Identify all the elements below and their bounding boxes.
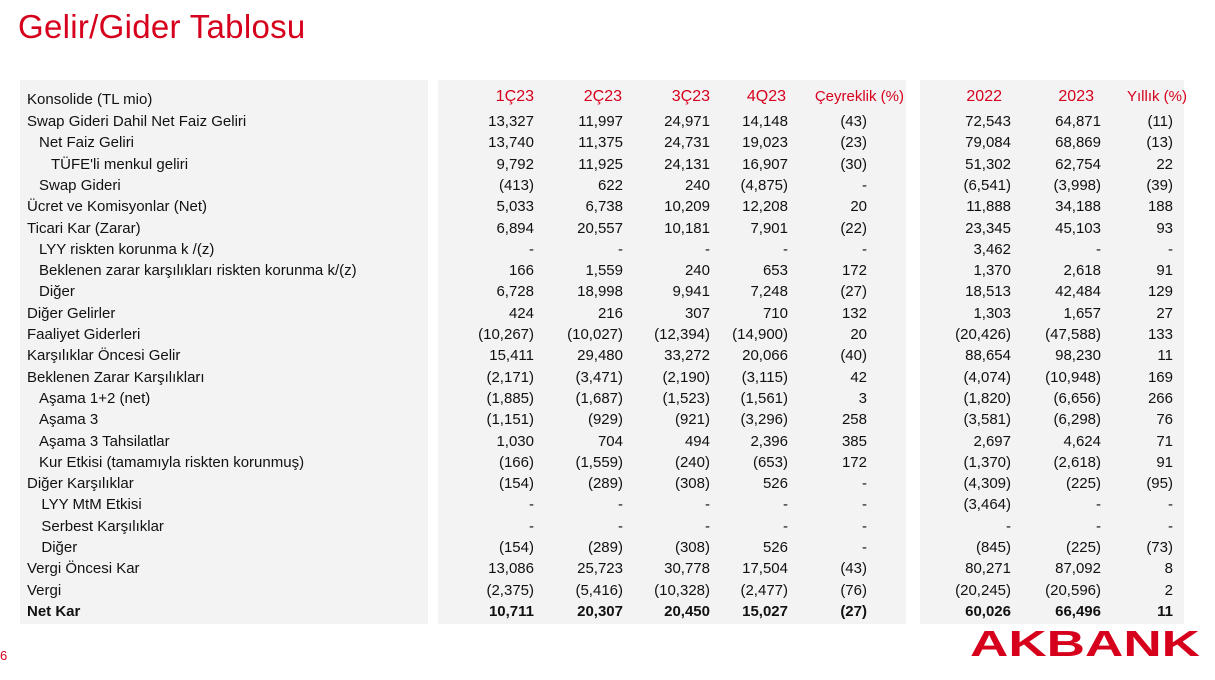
table-cell: 1,657 bbox=[1063, 304, 1101, 322]
table-cell: 11,925 bbox=[578, 155, 623, 173]
table-cell: 17,504 bbox=[742, 560, 788, 578]
table-cell: 169 bbox=[1147, 368, 1173, 386]
table-cell: (225) bbox=[1065, 539, 1101, 556]
table-cell: - bbox=[1168, 496, 1173, 514]
table-cell: (73) bbox=[1146, 539, 1173, 556]
table-cell: - bbox=[783, 496, 788, 514]
column-header: 2Ç23 bbox=[583, 88, 622, 105]
table-cell: 24,971 bbox=[664, 113, 710, 130]
table-cell: 8 bbox=[1164, 560, 1173, 578]
table-cell: - bbox=[705, 496, 710, 514]
table-cell: 87,092 bbox=[1055, 560, 1101, 578]
table-cell: 10,711 bbox=[488, 602, 534, 620]
row-label: Ücret ve Komisyonlar (Net) bbox=[27, 198, 208, 216]
table-cell: (3,115) bbox=[741, 368, 788, 386]
table-cell: (929) bbox=[587, 411, 623, 429]
table-cell: 91 bbox=[1156, 262, 1173, 280]
table-cell: (10,328) bbox=[654, 581, 710, 599]
row-label: Beklenen zarar karşılıkları riskten korunma k/(z) bbox=[39, 262, 357, 280]
table-cell: 24,731 bbox=[664, 134, 710, 152]
table-cell: 7,901 bbox=[750, 219, 788, 237]
column-header: 2022 bbox=[966, 88, 1002, 105]
table-cell: 1,559 bbox=[585, 262, 623, 280]
table-cell: 11,997 bbox=[578, 113, 623, 130]
table-cell: (6,541) bbox=[963, 176, 1011, 194]
row-label: Diğer Karşılıklar bbox=[27, 475, 134, 493]
table-cell: (3,296) bbox=[740, 411, 788, 429]
table-cell: 622 bbox=[597, 176, 623, 194]
row-label: LYY MtM Etkisi bbox=[41, 496, 142, 514]
table-cell: (1,523) bbox=[662, 389, 710, 407]
table-cell: 240 bbox=[684, 262, 710, 280]
row-label: Swap Gideri Dahil Net Faiz Geliri bbox=[27, 113, 247, 130]
table-cell: 20 bbox=[850, 326, 867, 343]
table-cell: (2,477) bbox=[740, 581, 788, 599]
table-cell: 34,188 bbox=[1055, 198, 1101, 216]
table-header-label: Konsolide (TL mio) bbox=[27, 91, 153, 108]
row-label: Beklenen Zarar Karşılıkları bbox=[27, 368, 205, 386]
table-cell: - bbox=[705, 517, 710, 535]
table-cell: - bbox=[1168, 240, 1173, 258]
table-cell: (6,656) bbox=[1053, 389, 1101, 407]
table-cell: 62,754 bbox=[1055, 155, 1101, 173]
table-cell: 29,480 bbox=[577, 347, 623, 365]
table-cell: 4,624 bbox=[1063, 432, 1101, 450]
table-cell: - bbox=[1168, 517, 1173, 535]
table-cell: (40) bbox=[840, 347, 867, 365]
row-label: Swap Gideri bbox=[39, 176, 121, 194]
table-cell: (4,875) bbox=[740, 176, 788, 194]
table-cell: 133 bbox=[1147, 326, 1173, 343]
table-cell: (14,900) bbox=[732, 326, 788, 343]
table-cell: 6,738 bbox=[585, 198, 623, 216]
table-cell: 23,345 bbox=[965, 219, 1011, 237]
table-cell: (20,426) bbox=[955, 326, 1011, 343]
table-cell: 14,148 bbox=[742, 113, 788, 130]
column-header: Yıllık (%) bbox=[1127, 88, 1187, 105]
table-cell: - bbox=[618, 517, 623, 535]
table-cell: 10,181 bbox=[664, 219, 710, 237]
column-header: 4Q23 bbox=[746, 88, 786, 105]
column-header: 3Ç23 bbox=[671, 88, 710, 105]
table-cell: 526 bbox=[762, 539, 788, 556]
table-cell: 10,209 bbox=[664, 198, 710, 216]
table-cell: 25,723 bbox=[577, 560, 623, 578]
table-cell: (23) bbox=[840, 134, 867, 152]
table-cell: - bbox=[529, 517, 534, 535]
table-cell: 79,084 bbox=[965, 134, 1011, 152]
table-cell: 424 bbox=[508, 304, 534, 322]
table-cell: (308) bbox=[674, 475, 710, 493]
table-cell: (6,298) bbox=[1053, 411, 1101, 429]
table-cell: 12,208 bbox=[742, 198, 788, 216]
row-label: Aşama 3 bbox=[39, 411, 99, 429]
row-label: Ticari Kar (Zarar) bbox=[27, 219, 141, 237]
table-cell: 132 bbox=[841, 304, 867, 322]
column-header: Çeyreklik (%) bbox=[814, 88, 904, 105]
table-cell: - bbox=[1096, 517, 1101, 535]
table-cell: (3,581) bbox=[963, 411, 1011, 429]
table-cell: (4,074) bbox=[963, 368, 1011, 386]
table-cell: 6,728 bbox=[496, 283, 534, 301]
table-cell: (20,245) bbox=[955, 581, 1011, 599]
table-cell: 9,792 bbox=[496, 155, 534, 173]
table-cell: - bbox=[705, 240, 710, 258]
table-cell: (27) bbox=[840, 283, 867, 301]
years-panel bbox=[920, 80, 1184, 624]
table-cell: 76 bbox=[1156, 411, 1173, 429]
table-cell: 385 bbox=[841, 432, 867, 450]
table-cell: 2,396 bbox=[750, 432, 788, 450]
table-cell: (154) bbox=[498, 475, 534, 493]
table-cell: (11) bbox=[1147, 113, 1173, 130]
table-cell: (289) bbox=[587, 475, 623, 493]
table-cell: 258 bbox=[841, 411, 867, 429]
table-cell: 71 bbox=[1156, 432, 1173, 450]
row-label: Faaliyet Giderleri bbox=[27, 326, 141, 343]
table-cell: 60,026 bbox=[965, 602, 1011, 620]
table-cell: 45,103 bbox=[1055, 219, 1101, 237]
table-cell: - bbox=[862, 496, 867, 514]
table-cell: 18,998 bbox=[577, 283, 623, 301]
table-cell: 172 bbox=[841, 262, 867, 280]
table-cell: 91 bbox=[1156, 453, 1173, 471]
table-cell: (47,588) bbox=[1045, 326, 1101, 343]
table-cell: - bbox=[862, 240, 867, 258]
table-cell: (921) bbox=[674, 411, 710, 429]
table-cell: (76) bbox=[840, 581, 867, 599]
table-cell: (1,687) bbox=[575, 389, 623, 407]
table-cell: 19,023 bbox=[742, 134, 788, 152]
logo-text: AKBANK bbox=[970, 626, 1200, 660]
table-cell: 11 bbox=[1157, 602, 1173, 620]
table-cell: - bbox=[862, 517, 867, 535]
table-cell: 1,030 bbox=[496, 432, 534, 450]
table-cell: (3,464) bbox=[963, 496, 1011, 514]
table-cell: 88,654 bbox=[965, 347, 1011, 365]
table-cell: 27 bbox=[1156, 304, 1173, 322]
table-cell: 172 bbox=[841, 453, 867, 471]
table-cell: (240) bbox=[674, 453, 710, 471]
table-cell: (308) bbox=[674, 539, 710, 556]
table-cell: (2,171) bbox=[486, 368, 534, 386]
table-cell: 72,543 bbox=[965, 113, 1011, 130]
table-cell: (2,618) bbox=[1053, 453, 1101, 471]
table-cell: 11 bbox=[1157, 347, 1173, 365]
page-number: 6 bbox=[0, 648, 8, 663]
table-cell: - bbox=[1096, 496, 1101, 514]
table-cell: - bbox=[783, 240, 788, 258]
table-cell: (845) bbox=[975, 539, 1011, 556]
table-cell: (13) bbox=[1146, 134, 1173, 152]
row-label: Diğer bbox=[41, 539, 78, 556]
table-cell: (1,820) bbox=[963, 389, 1011, 407]
table-cell: (1,151) bbox=[486, 411, 534, 429]
table-cell: 15,411 bbox=[489, 347, 534, 365]
table-cell: 13,327 bbox=[488, 113, 534, 130]
row-label: Diğer bbox=[39, 283, 75, 301]
table-cell: - bbox=[783, 517, 788, 535]
table-cell: (2,190) bbox=[662, 368, 710, 386]
table-cell: 13,086 bbox=[488, 560, 534, 578]
table-cell: (653) bbox=[752, 453, 788, 471]
table-cell: (4,309) bbox=[963, 475, 1011, 493]
table-cell: 42 bbox=[850, 368, 867, 386]
table-cell: - bbox=[862, 475, 867, 493]
table-cell: 15,027 bbox=[742, 602, 788, 620]
row-label: Karşılıklar Öncesi Gelir bbox=[27, 347, 181, 365]
table-cell: 98,230 bbox=[1055, 347, 1101, 365]
table-cell: 494 bbox=[684, 432, 710, 450]
row-label: Diğer Gelirler bbox=[27, 304, 116, 322]
table-cell: - bbox=[618, 496, 623, 514]
table-cell: 129 bbox=[1147, 283, 1173, 301]
table-cell: 30,778 bbox=[664, 560, 710, 578]
table-cell: 33,272 bbox=[664, 347, 710, 365]
table-cell: 16,907 bbox=[742, 155, 788, 173]
column-header: 2023 bbox=[1058, 88, 1094, 105]
table-cell: 653 bbox=[762, 262, 788, 280]
table-cell: 68,869 bbox=[1055, 134, 1101, 152]
table-cell: 20,307 bbox=[577, 602, 623, 620]
table-cell: (1,559) bbox=[575, 453, 623, 471]
table-cell: (43) bbox=[840, 560, 867, 578]
page-title: Gelir/Gider Tablosu bbox=[18, 8, 306, 45]
column-header: 1Ç23 bbox=[495, 88, 534, 105]
table-cell: 80,271 bbox=[965, 560, 1011, 578]
table-cell: 2,697 bbox=[973, 432, 1011, 450]
table-cell: 64,871 bbox=[1055, 113, 1101, 130]
table-cell: (20,596) bbox=[1045, 581, 1101, 599]
table-cell: - bbox=[1096, 240, 1101, 258]
row-label: Aşama 1+2 (net) bbox=[39, 389, 151, 407]
table-cell: - bbox=[1006, 517, 1011, 535]
row-label: Serbest Karşılıklar bbox=[41, 517, 164, 535]
row-label: Vergi Öncesi Kar bbox=[27, 560, 140, 578]
table-cell: (39) bbox=[1146, 176, 1173, 194]
table-cell: 704 bbox=[597, 432, 623, 450]
table-cell: (30) bbox=[840, 155, 867, 173]
table-cell: 24,131 bbox=[664, 155, 710, 173]
table-cell: - bbox=[862, 539, 867, 556]
table-cell: (2,375) bbox=[486, 581, 534, 599]
table-cell: (22) bbox=[840, 219, 867, 237]
table-cell: 5,033 bbox=[496, 198, 534, 216]
table-cell: (5,416) bbox=[575, 581, 623, 599]
table-cell: (166) bbox=[498, 453, 534, 471]
table-cell: 3 bbox=[858, 389, 867, 407]
table-cell: 2,618 bbox=[1063, 262, 1101, 280]
table-cell: 11,888 bbox=[966, 198, 1011, 216]
table-cell: (413) bbox=[498, 176, 534, 194]
row-label: Net Kar bbox=[27, 602, 81, 620]
table-cell: 3,462 bbox=[973, 240, 1011, 258]
row-label: LYY riskten korunma k /(z) bbox=[39, 240, 215, 258]
table-cell: (3,998) bbox=[1053, 176, 1101, 194]
table-cell: 42,484 bbox=[1055, 283, 1101, 301]
table-cell: 166 bbox=[508, 262, 534, 280]
table-cell: 6,894 bbox=[496, 219, 534, 237]
table-cell: - bbox=[862, 176, 867, 194]
table-cell: 93 bbox=[1156, 219, 1173, 237]
table-cell: 9,941 bbox=[672, 283, 710, 301]
table-cell: 188 bbox=[1147, 198, 1173, 216]
table-cell: 526 bbox=[762, 475, 788, 493]
table-cell: - bbox=[529, 496, 534, 514]
table-cell: (1,370) bbox=[963, 453, 1011, 471]
table-cell: 216 bbox=[597, 304, 623, 322]
table-cell: 266 bbox=[1147, 389, 1173, 407]
table-cell: (225) bbox=[1065, 475, 1101, 493]
table-cell: 20,066 bbox=[742, 347, 788, 365]
table-cell: 13,740 bbox=[488, 134, 534, 152]
table-cell: 710 bbox=[762, 304, 788, 322]
table-cell: 307 bbox=[684, 304, 710, 322]
table-cell: 22 bbox=[1156, 155, 1173, 173]
table-cell: 2 bbox=[1164, 581, 1173, 599]
table-cell: 20,450 bbox=[664, 602, 710, 620]
table-cell: (3,471) bbox=[575, 368, 623, 386]
table-cell: 1,370 bbox=[973, 262, 1011, 280]
table-cell: (1,561) bbox=[740, 389, 788, 407]
row-label: Vergi bbox=[27, 581, 62, 599]
row-label: Kur Etkisi (tamamıyla riskten korunmuş) bbox=[39, 453, 305, 471]
table-cell: 51,302 bbox=[965, 155, 1011, 173]
table-cell: (12,394) bbox=[654, 326, 710, 343]
row-label: Net Faiz Geliri bbox=[39, 134, 135, 152]
table-cell: (289) bbox=[587, 539, 623, 556]
table-cell: (95) bbox=[1146, 475, 1173, 493]
table-cell: (10,948) bbox=[1045, 368, 1101, 386]
table-cell: (154) bbox=[498, 539, 534, 556]
table-cell: 11,375 bbox=[578, 134, 623, 152]
table-cell: (43) bbox=[840, 113, 867, 130]
table-cell: (27) bbox=[840, 602, 867, 620]
table-cell: (1,885) bbox=[486, 389, 534, 407]
table-cell: - bbox=[618, 240, 623, 258]
table-cell: 7,248 bbox=[750, 283, 788, 301]
table-cell: 66,496 bbox=[1055, 602, 1101, 620]
table-cell: (10,267) bbox=[478, 326, 534, 343]
table-cell: 1,303 bbox=[973, 304, 1011, 322]
table-cell: 20,557 bbox=[577, 219, 623, 237]
table-cell: (10,027) bbox=[567, 326, 623, 343]
row-label: Aşama 3 Tahsilatlar bbox=[39, 432, 170, 450]
akbank-logo bbox=[970, 626, 1200, 660]
row-label: TÜFE'li menkul geliri bbox=[51, 155, 189, 173]
table-cell: 240 bbox=[684, 176, 710, 194]
table-cell: 20 bbox=[850, 198, 867, 216]
table-cell: 18,513 bbox=[965, 283, 1011, 301]
table-cell: - bbox=[529, 240, 534, 258]
